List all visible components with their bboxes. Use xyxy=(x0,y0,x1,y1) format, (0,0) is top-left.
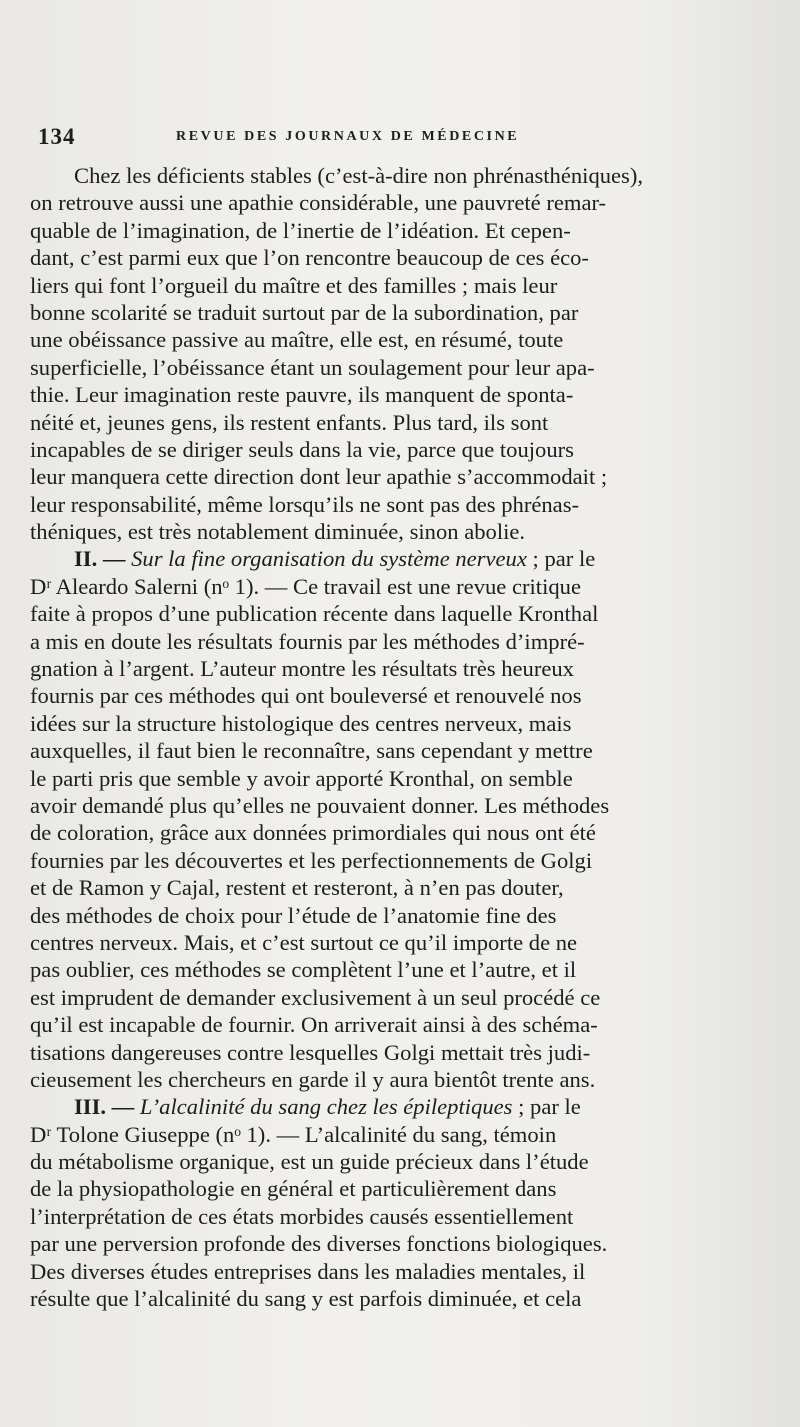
text-run: a mis en doute les résultats fournis par les méthodes d’impré- xyxy=(30,628,585,654)
text-run: ; par le xyxy=(512,1094,581,1120)
text-run: faite à propos d’une publication récente dans laquelle Kronthal xyxy=(30,601,599,627)
text-line xyxy=(30,1148,740,1175)
text-run: quable de l’imagination, de l’inertie de l’idéation. Et cepen- xyxy=(30,217,571,243)
text-run: Des diverses études entreprises dans les maladies mentales, il xyxy=(30,1258,586,1284)
text-line xyxy=(30,162,740,189)
text-line xyxy=(30,902,740,929)
text-line xyxy=(30,217,740,244)
text-line xyxy=(30,792,740,819)
text-run: de la physiopathologie en général et particulièrement dans xyxy=(30,1176,557,1202)
section-number: III. — xyxy=(74,1094,140,1120)
text-run: incapables de se diriger seuls dans la vie, parce que toujours xyxy=(30,436,574,462)
text-line xyxy=(30,847,740,874)
text-line xyxy=(30,1203,740,1230)
text-line xyxy=(30,463,740,490)
text-run: Dʳ Tolone Giuseppe (nᵒ 1). — L’alcalinité du sang, témoin xyxy=(30,1121,557,1147)
text-run: l’interprétation de ces états morbides causés essentiellement xyxy=(30,1203,574,1229)
text-line xyxy=(30,655,740,682)
text-line xyxy=(30,1258,740,1285)
page-header xyxy=(38,124,738,154)
text-run: thie. Leur imagination reste pauvre, ils manquent de sponta- xyxy=(30,382,574,408)
text-line xyxy=(30,436,740,463)
text-line xyxy=(30,573,740,600)
text-run: qu’il est incapable de fournir. On arriverait ainsi à des schéma- xyxy=(30,1012,598,1038)
text-line xyxy=(30,545,740,572)
text-run: ; par le xyxy=(526,546,596,572)
text-line xyxy=(30,819,740,846)
text-run: fournis par ces méthodes qui ont bouleversé et renouvelé nos xyxy=(30,683,582,709)
text-line xyxy=(30,710,740,737)
text-line xyxy=(30,600,740,627)
text-line xyxy=(30,244,740,271)
text-run: auxquelles, il faut bien le reconnaître, sans cependant y mettre xyxy=(30,738,593,764)
text-run: idées sur la structure histologique des centres nerveux, mais xyxy=(30,710,572,736)
text-line xyxy=(30,1039,740,1066)
text-run: dant, c’est parmi eux que l’on rencontre beaucoup de ces éco- xyxy=(30,245,589,271)
text-run: Chez les déficients stables (c’est-à-dire non phrénasthéniques), xyxy=(74,163,644,188)
text-line xyxy=(30,1121,740,1148)
article-title: Sur la fine organisation du système nerveux xyxy=(131,546,527,572)
text-line xyxy=(30,272,740,299)
text-run: est imprudent de demander exclusivement à un seul procédé ce xyxy=(30,984,601,1010)
text-line xyxy=(30,1066,740,1093)
text-line xyxy=(30,874,740,901)
text-run: néité et, jeunes gens, ils restent enfants. Plus tard, ils sont xyxy=(30,409,549,435)
text-run: une obéissance passive au maître, elle est, en résumé, toute xyxy=(30,327,564,353)
article-title: L’alcalinité du sang chez les épileptiques xyxy=(139,1094,513,1120)
text-line xyxy=(30,409,740,436)
page-number: 134 xyxy=(38,124,76,149)
text-run: des méthodes de choix pour l’étude de l’anatomie fine des xyxy=(30,902,557,928)
text-run: fournies par les découvertes et les perfectionnements de Golgi xyxy=(30,847,593,873)
text-run: liers qui font l’orgueil du maître et des familles ; mais leur xyxy=(30,272,558,298)
text-line xyxy=(30,1230,740,1257)
text-run: centres nerveux. Mais, et c’est surtout ce qu’il importe de ne xyxy=(30,929,578,955)
text-run: de coloration, grâce aux données primordiales qui nous ont été xyxy=(30,820,596,846)
text-run: gnation à l’argent. L’auteur montre les résultats très heureux xyxy=(30,656,574,682)
text-run: par une perversion profonde des diverses fonctions biologiques. xyxy=(30,1231,608,1257)
text-line xyxy=(30,1175,740,1202)
text-line xyxy=(30,1011,740,1038)
text-line xyxy=(30,491,740,518)
text-run: leur responsabilité, même lorsqu’ils ne sont pas des phrénas- xyxy=(30,491,580,517)
text-line xyxy=(30,1285,740,1312)
text-line xyxy=(30,326,740,353)
text-run: avoir demandé plus qu’elles ne pouvaient donner. Les méthodes xyxy=(30,792,610,818)
text-run: Dʳ Aleardo Salerni (nᵒ 1). — Ce travail est une revue critique xyxy=(30,573,581,599)
text-run: bonne scolarité se traduit surtout par de la subordination, par xyxy=(30,299,579,325)
text-run: pas oublier, ces méthodes se complètent l’une et l’autre, et il xyxy=(30,957,577,983)
text-run: cieusement les chercheurs en garde il y aura bientôt trente ans. xyxy=(30,1066,596,1092)
text-line xyxy=(30,354,740,381)
section-number: II. — xyxy=(74,546,132,572)
text-line xyxy=(30,682,740,709)
text-line xyxy=(30,518,740,545)
text-line xyxy=(30,628,740,655)
text-line xyxy=(30,189,740,216)
text-run: tisations dangereuses contre lesquelles Golgi mettait très judi- xyxy=(30,1039,591,1065)
running-head: REVUE DES JOURNAUX DE MÉDECINE xyxy=(176,129,520,144)
text-line xyxy=(30,765,740,792)
text-line xyxy=(30,956,740,983)
text-line xyxy=(30,737,740,764)
text-run: le parti pris que semble y avoir apporté Kronthal, on semble xyxy=(30,765,573,791)
text-line xyxy=(30,381,740,408)
text-run: résulte que l’alcalinité du sang y est parfois diminuée, et cela xyxy=(30,1286,582,1312)
text-run: leur manquera cette direction dont leur apathie s’accommodait ; xyxy=(30,464,608,490)
text-line xyxy=(30,1093,740,1120)
text-run: on retrouve aussi une apathie considérable, une pauvreté remar- xyxy=(30,190,607,216)
text-line xyxy=(30,984,740,1011)
text-run: théniques, est très notablement diminuée, sinon abolie. xyxy=(30,519,526,545)
text-run: du métabolisme organique, est un guide précieux dans l’étude xyxy=(30,1149,589,1175)
text-run: et de Ramon y Cajal, restent et resteront, à n’en pas douter, xyxy=(30,875,564,901)
text-run: superficielle, l’obéissance étant un soulagement pour leur apa- xyxy=(30,354,595,380)
body-text xyxy=(30,162,740,1312)
text-line xyxy=(30,299,740,326)
text-line xyxy=(30,929,740,956)
